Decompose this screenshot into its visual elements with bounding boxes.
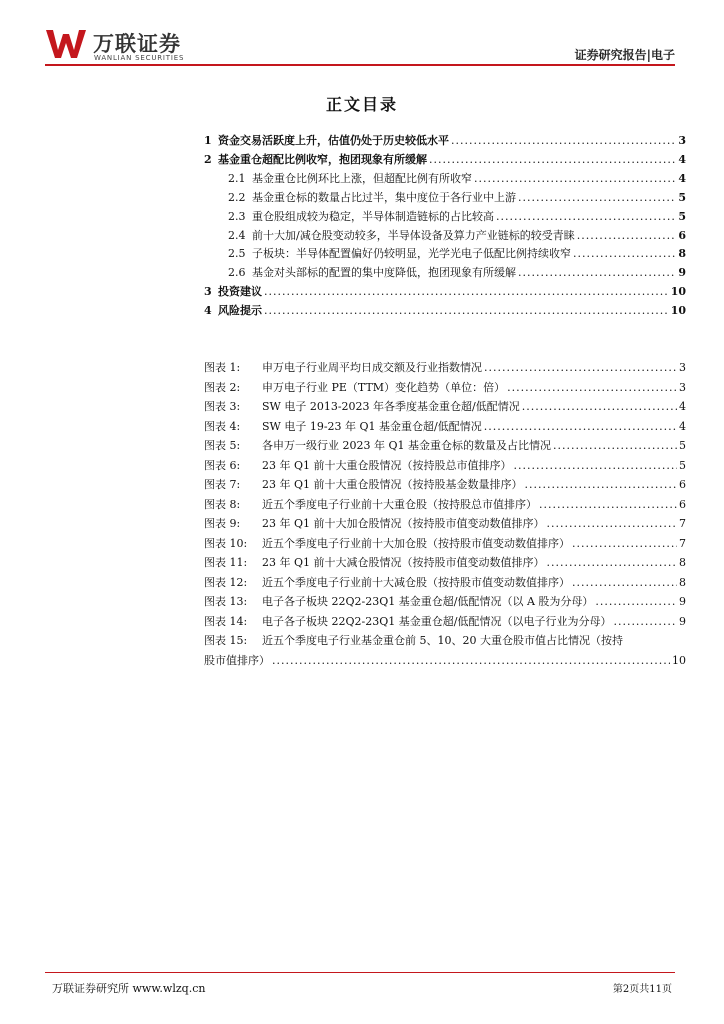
figure-entry[interactable] [204,397,686,417]
figure-title: 近五个季度电子行业基金重仓前 5、10、20 大重仓股市值占比情况（按持 [262,634,623,647]
figure-entry[interactable] [204,592,686,612]
toc-entry-title: 投资建议 [218,285,262,299]
toc-entry-title: 资金交易活跃度上升，估值仍处于历史较低水平 [218,134,449,147]
company-logo [45,26,205,66]
toc-entry-number: 2.1 [228,171,246,185]
figure-leader-dots [547,553,677,573]
toc-entry-title: 基金重仓超配比例收窄，抱团现象有所缓解 [218,152,427,166]
toc-entry-number: 2 [204,152,212,166]
figure-entry[interactable] [204,631,686,670]
figure-leader-dots [514,456,677,476]
figure-title-continued: 股市值排序） [204,653,270,667]
toc-entry-page: 10 [670,285,686,299]
toc-leader-dots [573,245,676,264]
toc-entry-number: 2.3 [228,209,246,223]
toc-leader-dots [451,132,676,151]
toc-entry-page: 4 [678,171,686,185]
toc-leader-dots [496,208,676,227]
toc-entry-number: 1 [204,134,212,147]
figure-leader-dots [539,495,677,515]
figure-label: 图表 3: [204,400,241,413]
toc-subentry[interactable] [204,227,686,246]
toc-entry-title: 基金对头部标的配置的集中度降低，抱团现象有所缓解 [252,266,516,280]
figure-leader-dots [525,475,677,495]
figure-label: 图表 9: [204,517,241,530]
figure-title: 23 年 Q1 前十大重仓股情况（按持股总市值排序） [262,458,512,472]
figure-entry[interactable] [204,612,686,632]
figure-page: 6 [679,478,686,491]
table-of-contents [204,132,686,321]
figure-label: 图表 12: [204,575,248,589]
figure-entry[interactable] [204,417,686,437]
footer-source: 万联证券研究所 www.wlzq.cn [52,982,206,995]
figure-title: 申万电子行业 PE（TTM）变化趋势（单位：倍） [262,380,506,394]
toc-title: 正文目录 [325,95,398,114]
toc-entry[interactable] [204,302,686,321]
toc-leader-dots [518,264,676,283]
figure-page: 7 [679,517,686,530]
figure-title: 近五个季度电子行业前十大加仓股（按持股市值变动数值排序） [262,536,570,550]
toc-entry-page: 6 [678,228,686,242]
figure-page: 4 [679,400,686,413]
toc-entry-number: 2.5 [228,247,246,261]
toc-entry-title: 基金重仓比例环比上涨，但超配比例有所收窄 [252,171,472,185]
figure-page: 3 [679,361,686,374]
toc-entry-title: 风险提示 [218,304,262,318]
page-header [45,26,675,68]
figure-title: 近五个季度电子行业前十大减仓股（按持股市值变动数值排序） [262,575,570,589]
figure-title: SW 电子 19-23 年 Q1 基金重仓超/低配情况 [262,419,482,433]
toc-entry[interactable] [204,283,686,302]
logo-chinese-name: 万联证券 [93,32,181,56]
figure-label: 图表 5: [204,439,241,452]
figure-title: SW 电子 2013-2023 年各季度基金重仓超/低配情况 [262,400,520,413]
toc-leader-dots [518,189,676,208]
toc-entry-page: 4 [678,152,686,166]
toc-leader-dots [577,227,677,246]
figure-page: 8 [679,575,686,589]
logo-english-name: WANLIAN SECURITIES [94,54,185,62]
toc-entry-title: 基金重仓标的数量占比过半，集中度位于各行业中上游 [252,190,516,204]
toc-entry-number: 2.6 [228,266,246,280]
figure-entry[interactable] [204,573,686,593]
figure-label: 图表 13: [204,595,248,608]
figure-leader-dots [572,573,677,593]
toc-entry-page: 9 [678,266,686,280]
toc-subentry[interactable] [204,264,686,283]
toc-entry-page: 8 [678,247,686,261]
figure-leader-dots [484,358,677,378]
figure-leader-dots [272,651,670,671]
figure-page: 4 [679,419,686,433]
figure-entry-line [204,631,686,651]
toc-leader-dots [264,302,669,321]
wanlian-logo-icon [45,28,89,60]
figure-entry[interactable] [204,534,686,554]
figure-label: 图表 8: [204,497,241,511]
figure-page: 7 [679,536,686,550]
report-type-label: 证券研究报告|电子 [574,48,675,62]
toc-subentry[interactable] [204,245,686,264]
figure-label: 图表 6: [204,458,241,472]
figure-entry[interactable] [204,436,686,456]
figure-leader-dots [507,378,677,398]
figure-leader-dots [522,397,677,417]
figure-leader-dots [553,436,677,456]
toc-subentry[interactable] [204,170,686,189]
figure-page: 8 [679,556,686,569]
figure-entry[interactable] [204,495,686,515]
figure-entry[interactable] [204,553,686,573]
toc-leader-dots [474,170,676,189]
figure-title: 各申万一级行业 2023 年 Q1 基金重仓标的数量及占比情况 [262,439,551,452]
toc-leader-dots [264,283,669,302]
toc-subentry[interactable] [204,208,686,227]
toc-entry-page: 3 [678,134,686,147]
toc-entry-number: 3 [204,285,212,299]
toc-entry-number: 4 [204,304,212,318]
toc-entry-number: 2.2 [228,190,246,204]
figure-page: 10 [672,653,686,667]
figure-title: 23 年 Q1 前十大重仓股情况（按持股基金数量排序） [262,478,523,491]
toc-entry-title: 子板块：半导体配置偏好仍较明显，光学光电子低配比例持续收窄 [252,247,571,261]
figure-label: 图表 15: [204,634,248,647]
toc-entry[interactable] [204,132,686,151]
figure-entry[interactable] [204,514,686,534]
figure-label: 图表 14: [204,614,248,628]
figure-label: 图表 7: [204,478,241,491]
figure-page: 6 [679,497,686,511]
figure-entry[interactable] [204,378,686,398]
page-number: 第2页共11页 [612,984,672,995]
figure-label: 图表 2: [204,380,241,394]
toc-entry-page: 5 [678,190,686,204]
figure-page: 3 [679,380,686,394]
figure-leader-dots [572,534,677,554]
figure-title: 电子各子板块 22Q2-23Q1 基金重仓超/低配情况（以 A 股为分母） [262,595,594,608]
figure-page: 5 [679,458,686,472]
figure-label: 图表 10: [204,536,248,550]
footer-divider [45,972,675,973]
header-divider [45,64,675,66]
figure-label: 图表 11: [204,556,248,569]
figure-leader-dots [613,612,677,632]
figure-label: 图表 1: [204,361,241,374]
figure-leader-dots [484,417,677,437]
toc-leader-dots [429,151,676,170]
figure-page: 9 [679,614,686,628]
toc-entry-page: 5 [678,209,686,223]
figure-title: 23 年 Q1 前十大减仓股情况（按持股市值变动数值排序） [262,556,545,569]
figure-entry[interactable] [204,456,686,476]
figure-leader-dots [595,592,677,612]
figure-title: 申万电子行业周平均日成交额及行业指数情况 [262,361,482,374]
figure-label: 图表 4: [204,419,241,433]
toc-entry-page: 10 [670,304,686,318]
figure-title: 23 年 Q1 前十大加仓股情况（按持股市值变动数值排序） [262,517,545,530]
toc-entry-number: 2.4 [228,228,246,242]
toc-entry-title: 前十大加/减仓股变动较多，半导体设备及算力产业链标的较受青睐 [252,228,575,242]
figure-list [204,358,686,670]
figure-title: 近五个季度电子行业前十大重仓股（按持股总市值排序） [262,497,537,511]
figure-entry[interactable] [204,358,686,378]
figure-page: 5 [679,439,686,452]
toc-subentry[interactable] [204,189,686,208]
toc-entry-title: 重仓股组成较为稳定，半导体制造链标的占比较高 [252,209,494,223]
figure-page: 9 [679,595,686,608]
figure-leader-dots [547,514,677,534]
figure-entry[interactable] [204,475,686,495]
toc-entry[interactable] [204,151,686,170]
figure-title: 电子各子板块 22Q2-23Q1 基金重仓超/低配情况（以电子行业为分母） [262,614,612,628]
figure-entry-line [204,651,686,671]
